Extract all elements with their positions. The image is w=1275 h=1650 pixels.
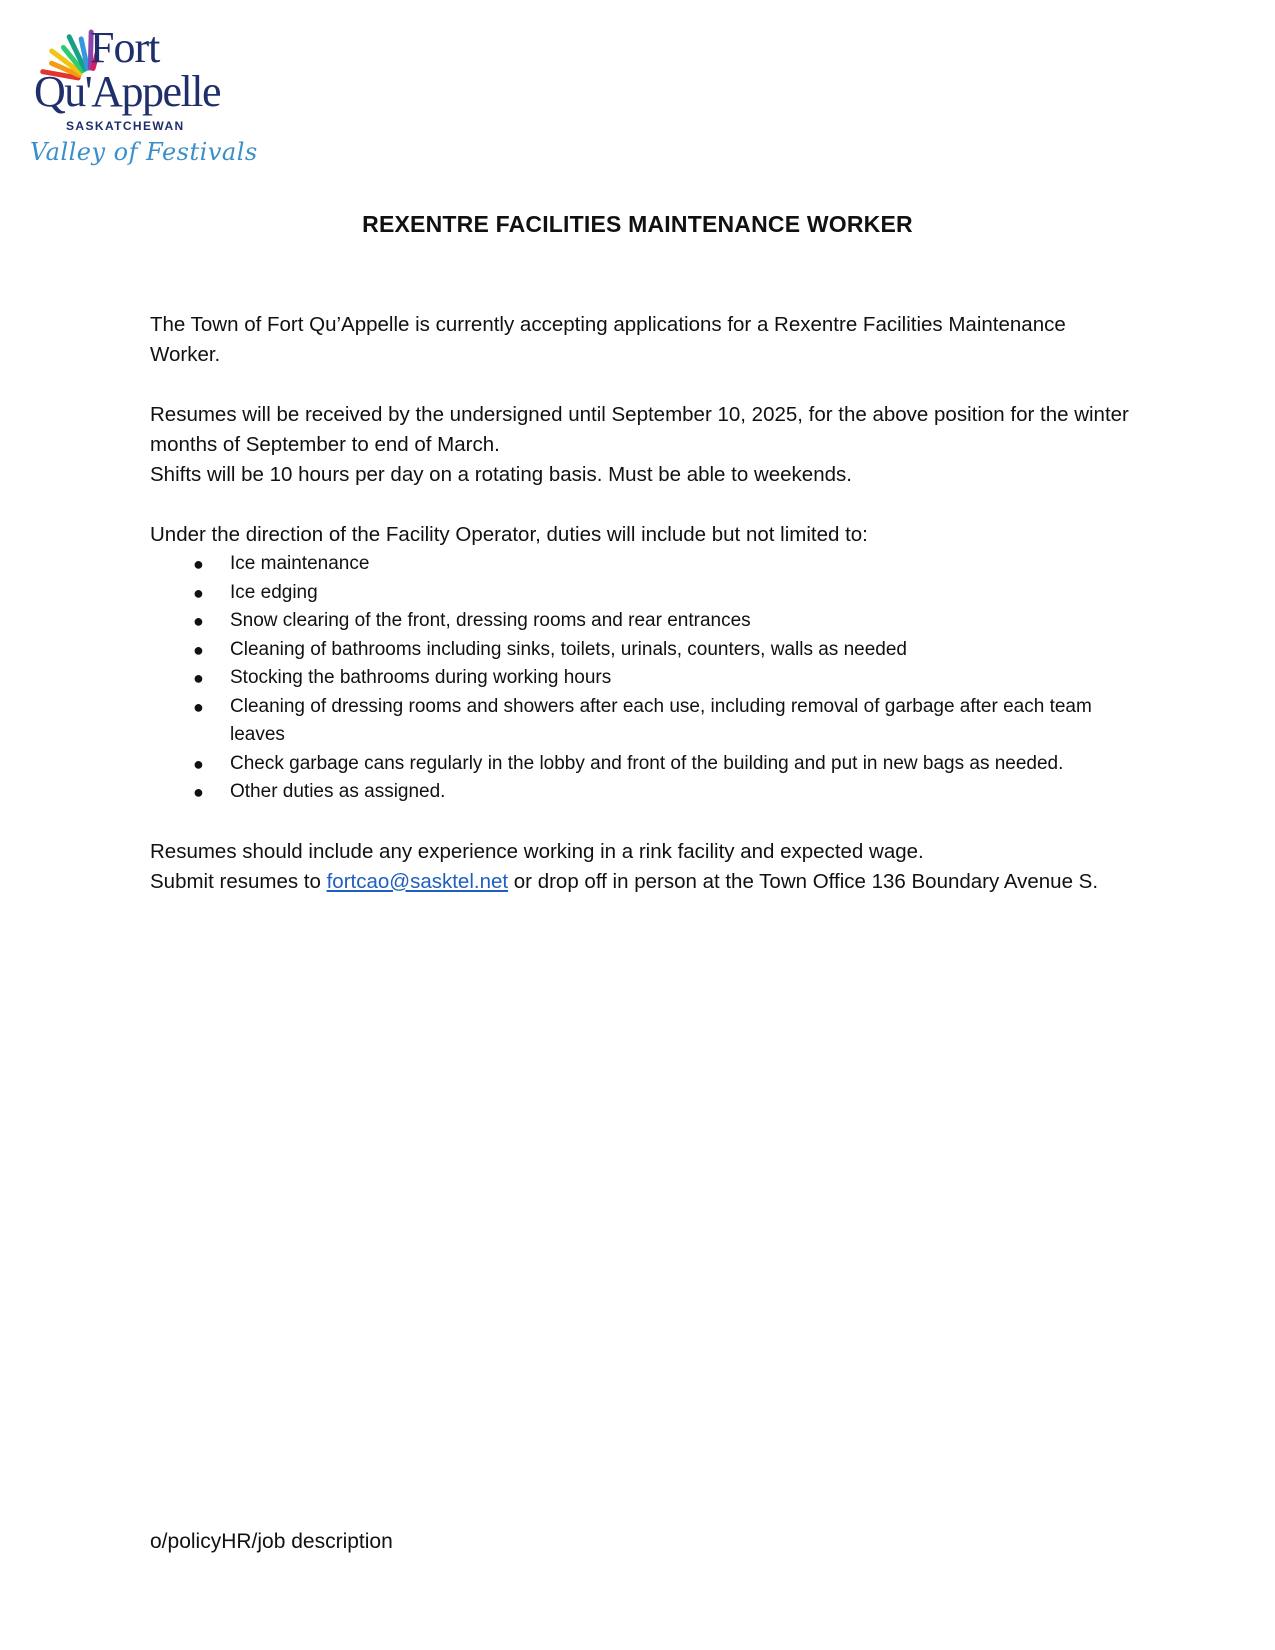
bullet-icon: ●	[193, 554, 204, 574]
list-item	[150, 693, 1130, 750]
footer-path: o/policyHR/job description	[150, 1530, 393, 1553]
job-title: REXENTRE FACILITIES MAINTENANCE WORKER	[362, 211, 913, 237]
logo-quappelle-text: Qu'Appelle	[34, 67, 220, 116]
list-item	[150, 607, 1130, 636]
submit-suffix: or drop off in person at the Town Office 136 Boundary Avenue S.	[508, 869, 1099, 893]
logo-province-text: SASKATCHEWAN	[66, 119, 185, 133]
bullet-icon: ●	[193, 611, 204, 631]
bullet-icon: ●	[193, 753, 204, 774]
list-item	[150, 550, 1130, 579]
deadline-paragraph: Resumes will be received by the undersigned until September 10, 2025, for the above position for the winter months of September to end of March.	[150, 403, 1129, 456]
bullet-icon: ●	[193, 696, 204, 717]
duty-text: Check garbage cans regularly in the lobby and front of the building and put in new bags as needed.	[230, 752, 1064, 774]
duty-text: Other duties as assigned.	[230, 781, 446, 802]
list-item	[150, 664, 1130, 693]
duty-text: Cleaning of bathrooms including sinks, toilets, urinals, counters, walls as needed	[230, 638, 907, 660]
list-item	[150, 750, 1130, 779]
logo-fort-text: Fort	[90, 23, 160, 72]
email-link[interactable]: fortcao@sasktel.net	[326, 869, 509, 893]
list-item	[150, 636, 1130, 665]
intro-paragraph: The Town of Fort Qu’Appelle is currently accepting applications for a Rexentre Facilities Maintenance Worker.	[150, 313, 1066, 366]
submit-prefix: Submit resumes to	[150, 869, 327, 893]
bullet-icon: ●	[193, 668, 204, 688]
bullet-icon: ●	[193, 639, 204, 660]
duty-text: Snow clearing of the front, dressing rooms and rear entrances	[230, 610, 751, 631]
duty-text: Ice edging	[230, 581, 318, 603]
duties-intro: Under the direction of the Facility Operator, duties will include but not limited to:	[150, 523, 868, 546]
duty-text: Cleaning of dressing rooms and showers after each use, including removal of garbage after each team leaves	[230, 695, 1092, 745]
town-logo	[28, 22, 258, 182]
shifts-paragraph: Shifts will be 10 hours per day on a rotating basis. Must be able to weekends.	[150, 463, 852, 486]
duty-text: Ice maintenance	[230, 553, 370, 574]
submit-paragraph	[150, 867, 1130, 897]
list-item	[150, 579, 1130, 608]
duties-list	[150, 550, 1130, 807]
bullet-icon: ●	[193, 782, 204, 802]
experience-paragraph: Resumes should include any experience working in a rink facility and expected wage.	[150, 839, 924, 863]
logo-tagline: Valley of Festivals	[30, 138, 258, 166]
bullet-icon: ●	[193, 582, 204, 603]
duty-text: Stocking the bathrooms during working hours	[230, 667, 612, 688]
job-description-body	[150, 310, 1130, 927]
list-item	[150, 778, 1130, 807]
